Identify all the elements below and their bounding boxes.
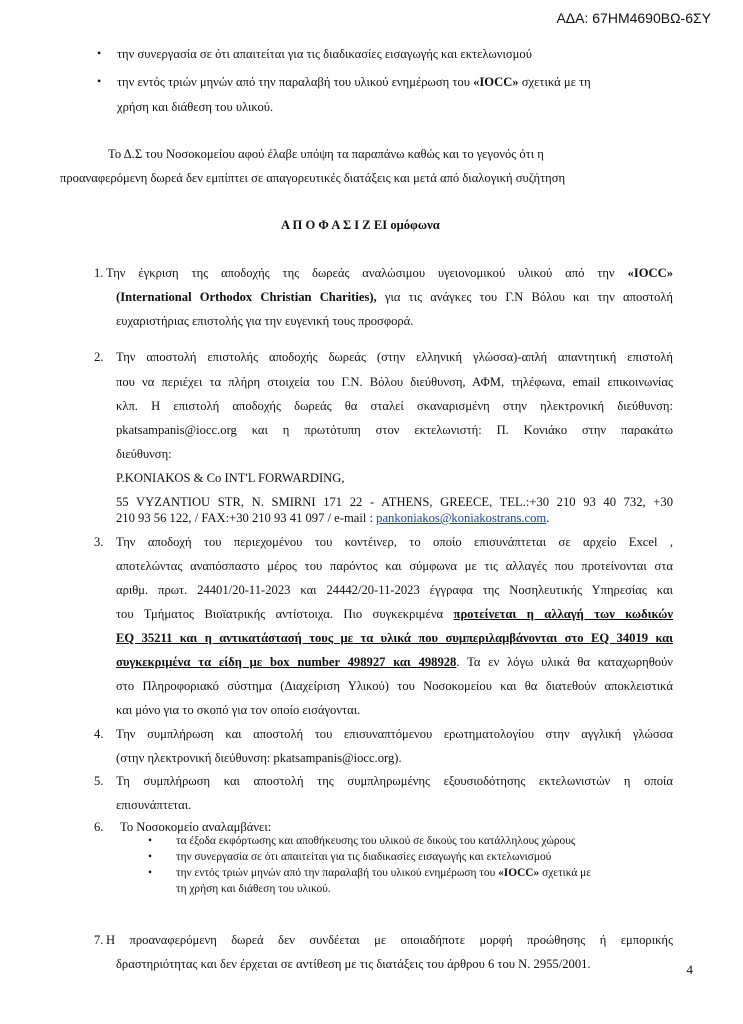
item-6-bullet-3: την εντός τριών μηνών από την παραλαβή του υλικού ενημέρωση του «IOCC» σχετικά με: [176, 867, 592, 879]
item-6-bullet-3-cont: τη χρήση και διάθεση του υλικού.: [176, 883, 331, 895]
item-2-line-2: που να περιέχει τα πλήρη στοιχεία του Γ.Ν. Βόλου διεύθυνση, ΑΦΜ, τηλέφωνα, email επικοινωνίας: [116, 375, 673, 389]
item-1-line-3: ευχαριστήριας επιστολής για την ευγενική τους προσφορά.: [116, 314, 414, 328]
item-2-line-3: κλπ. Η επιστολή αποδοχής δωρεάς θα σταλεί σκαναρισμένη στην ηλεκτρονική διεύθυνση:: [116, 399, 673, 413]
intro-line-2: προαναφερόμενη δωρεά δεν εμπίπτει σε απαγορευτικές διατάξεις και μετά από διαλογική συζήτηση: [60, 171, 566, 185]
item-4-line-1: Την συμπλήρωση και αποστολή του επισυναπτόμενου ερωτηματολογίου στην αγγλική γλώσσα: [116, 727, 673, 741]
ada-code: ΑΔΑ: 67ΗΜ4690ΒΩ-6ΣΥ: [556, 10, 711, 26]
item-3-line-7: στο Πληροφοριακό σύστημα (Διαχείριση Υλικού) του Νοσοκομείου και θα διατεθούν αποκλειστικά: [116, 679, 673, 693]
item-3-line-6: συγκεκριμένα τα είδη με box number 498927 και 498928. Τα εν λόγω υλικά θα καταχωρηθούν: [116, 655, 673, 669]
item-1-number: 1.: [94, 266, 104, 280]
top-bullet-2-cont: χρήση και διάθεση του υλικού.: [117, 100, 274, 114]
item-1-line-2: (International Orthodox Christian Charities), για τις ανάγκες του Γ.Ν Βόλου και την αποστολή: [116, 290, 674, 304]
item-7-line-2: δραστηριότητας και δεν έρχεται σε αντίθεση με τις διατάξεις του άρθρου 6 του Ν. 2955/2001.: [116, 957, 591, 971]
item-7-line-1: Η προαναφερόμενη δωρεά δεν συνδέεται με οποιαδήποτε μορφή προώθησης ή εμπορικής: [106, 933, 673, 947]
item-1-line-1: Την έγκριση της αποδοχής της δωρεάς αναλώσιμου υγειονομικού υλικού από την «IOCC»: [106, 266, 673, 280]
bullet-icon: •: [148, 851, 152, 863]
item-3-line-2: αποτελώντας αναπόσπαστο μέρος του παρόντος και σύμφωνα με τις αλλαγές που προτείνονται στα: [116, 559, 673, 573]
item-5-line-2: επισυνάπτεται.: [116, 798, 192, 812]
item-3-line-4: του Τμήματος Βιοϊατρικής αντίστοιχα. Πιο συγκεκριμένα προτείνεται η αλλαγή των κωδικών: [116, 607, 673, 621]
item-7-number: 7.: [94, 933, 104, 947]
bullet-icon: •: [97, 46, 102, 60]
item-2-line-5: διεύθυνση:: [116, 447, 172, 461]
intro-line-1: Το Δ.Σ του Νοσοκομείου αφού έλαβε υπόψη τα παραπάνω καθώς και το γεγονός ότι η: [108, 147, 544, 161]
item-6-line-1: Το Νοσοκομείο αναλαμβάνει:: [120, 820, 272, 834]
bullet-icon: •: [148, 867, 152, 879]
item-6-bullet-2: την συνεργασία σε ότι απαιτείται για τις διαδικασίες εισαγωγής και εκτελωνισμού: [176, 851, 552, 863]
item-5-number: 5.: [94, 774, 104, 788]
item-2-line-7: 55 VYZANTIOU STR, N. SMIRNI 171 22 - ATHENS, GREECE, TEL.:+30 210 93 40 732, +30: [116, 495, 673, 509]
item-2-line-6: P.KONIAKOS & Co INT'L FORWARDING,: [116, 471, 345, 485]
item-3-number: 3.: [94, 535, 104, 549]
item-6-number: 6.: [94, 820, 104, 834]
item-2-line-1: Την αποστολή επιστολής αποδοχής δωρεάς (στην ελληνική γλώσσα)-απλή απαντητική επιστολή: [116, 350, 673, 364]
bullet-icon: •: [97, 74, 102, 88]
item-3-line-1: Την αποδοχή του περιεχομένου του κοντέινερ, το οποίο επισυνάπτεται σε αρχείο Excel ,: [116, 535, 673, 549]
item-3-line-5: EQ 35211 και η αντικατάστασή τους με τα υλικά που συμπεριλαμβάνονται στο EQ 34019 και: [116, 631, 673, 645]
page-number: 4: [686, 962, 693, 977]
item-4-line-2: (στην ηλεκτρονική διεύθυνση: pkatsampanis@iocc.org).: [116, 751, 402, 765]
item-3-line-3: αριθμ. πρωτ. 24401/20-11-2023 και 24442/20-11-2023 έγγραφα της Νοσηλευτικής Υπηρεσίας και: [116, 583, 673, 597]
item-3-line-8: και μόνο για το σκοπό για τον οποίο εισάγονται.: [116, 703, 361, 717]
item-2-line-8: 210 93 56 122, / FAX:+30 210 93 41 097 / e-mail : pankoniakos@koniakostrans.com.: [116, 511, 550, 525]
item-6-bullet-1: τα έξοδα εκφόρτωσης και αποθήκευσης του υλικού σε δικούς του κατάλληλους χώρους: [176, 835, 576, 847]
top-bullet-2: την εντός τριών μηνών από την παραλαβή του υλικού ενημέρωση του «IOCC» σχετικά με τη: [117, 75, 591, 89]
item-4-number: 4.: [94, 727, 104, 741]
email-link[interactable]: pankoniakos@koniakostrans.com: [376, 511, 547, 525]
top-bullet-1: την συνεργασία σε ότι απαιτείται για τις διαδικασίες εισαγωγής και εκτελωνισμού: [117, 47, 532, 61]
item-2-number: 2.: [94, 350, 104, 364]
decision-title: Α Π Ο Φ Α Σ Ι Ζ ΕΙ ομόφωνα: [281, 218, 440, 232]
item-5-line-1: Τη συμπλήρωση και αποστολή της συμπληρωμένης εξουσιοδότησης εκτελωνιστών η οποία: [116, 774, 673, 788]
item-2-line-4: pkatsampanis@iocc.org και η πρωτότυπη στον εκτελωνιστή: Π. Κονιάκο στην παρακάτω: [116, 423, 673, 437]
bullet-icon: •: [148, 835, 152, 847]
